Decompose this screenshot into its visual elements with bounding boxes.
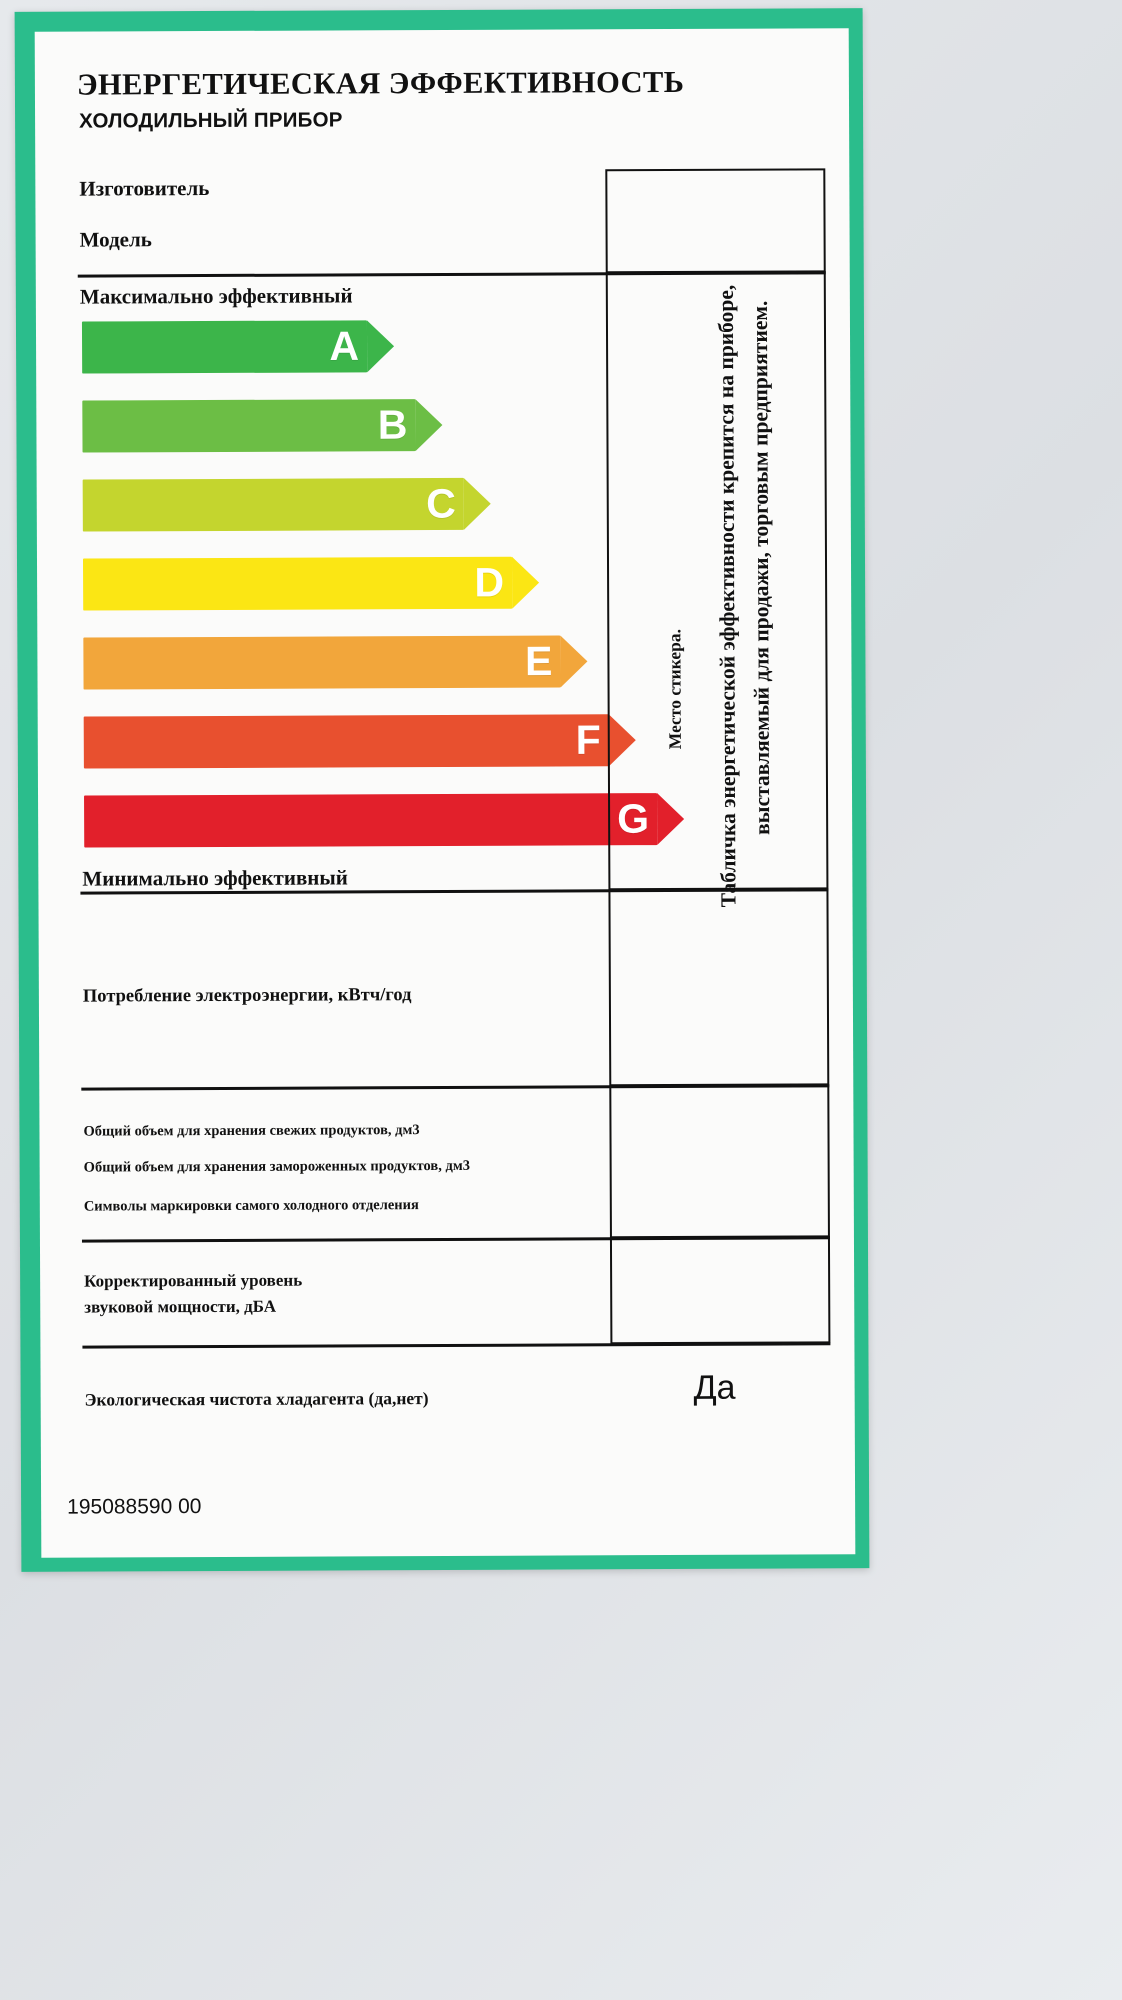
bar-body: [83, 478, 464, 532]
energy-label-body: [35, 28, 856, 1558]
bar-body: [83, 557, 512, 611]
energy-class-letter: G: [617, 795, 650, 842]
cold-compartment-symbols-label: Символы маркировки самого холодного отделения: [83, 1197, 419, 1215]
model-label: Модель: [79, 227, 152, 252]
energy-class-letter: D: [474, 559, 505, 606]
energy-class-letter: C: [426, 480, 456, 527]
sticker-note-line1: Табличка энергетической эффективности крепится на приборе,: [713, 284, 741, 908]
energy-class-bar-E: [83, 635, 560, 689]
bar-body: [82, 320, 367, 373]
energy-class-bar-F: [84, 714, 609, 768]
appliance-type: ХОЛОДИЛЬНЫЙ ПРИБОР: [79, 108, 343, 133]
bar-body: [83, 635, 560, 689]
bar-arrow-tip: [415, 399, 442, 451]
bar-arrow-tip: [367, 320, 394, 372]
bar-body: [84, 714, 609, 768]
bar-arrow-tip: [560, 635, 587, 687]
bar-arrow-tip: [464, 478, 491, 530]
energy-class-letter: E: [524, 638, 553, 685]
label-code: 195088590 00: [67, 1495, 202, 1519]
bar-body: [82, 399, 415, 452]
noise-value-box: [610, 1236, 830, 1344]
energy-class-letter: B: [377, 401, 408, 448]
consumption-value-box: [608, 888, 829, 1086]
sticker-note-line2: выставляемый для продажи, торговым предприятием.: [747, 300, 775, 835]
consumption-label: Потребление электроэнергии, кВтч/год: [82, 985, 412, 1007]
least-efficient-label: Минимально эффективный: [82, 865, 348, 891]
manufacturer-model-value-box: [605, 168, 825, 273]
page-title: ЭНЕРГЕТИЧЕСКАЯ ЭФФЕКТИВНОСТЬ: [76, 64, 685, 102]
volume-value-box: [609, 1084, 830, 1238]
bar-body: [84, 793, 657, 847]
volume-fresh-label: Общий объем для хранения свежих продуктов, дм3: [83, 1122, 420, 1140]
noise-label-line1: Корректированный уровень: [84, 1270, 303, 1291]
energy-class-bar-C: [83, 478, 464, 532]
eco-refrigerant-label: Экологическая чистота хладагента (да,нет): [84, 1388, 429, 1410]
manufacturer-label: Изготовитель: [79, 176, 210, 201]
energy-class-letter: F: [575, 716, 601, 763]
sticker-place-note: Место стикера.: [664, 628, 685, 750]
energy-class-bar-A: [82, 320, 367, 373]
energy-class-letter: A: [329, 322, 360, 369]
energy-class-bar-B: [82, 399, 415, 452]
bar-arrow-tip: [512, 557, 539, 609]
noise-label-line2: звуковой мощности, дБА: [84, 1296, 277, 1317]
energy-class-bar-D: [83, 557, 512, 611]
eco-refrigerant-value: Да: [693, 1368, 736, 1407]
energy-class-bar-G: [84, 793, 657, 847]
energy-label-border: [15, 8, 870, 1572]
most-efficient-label: Максимально эффективный: [79, 283, 353, 309]
volume-frozen-label: Общий объем для хранения замороженных продуктов, дм3: [83, 1157, 470, 1176]
